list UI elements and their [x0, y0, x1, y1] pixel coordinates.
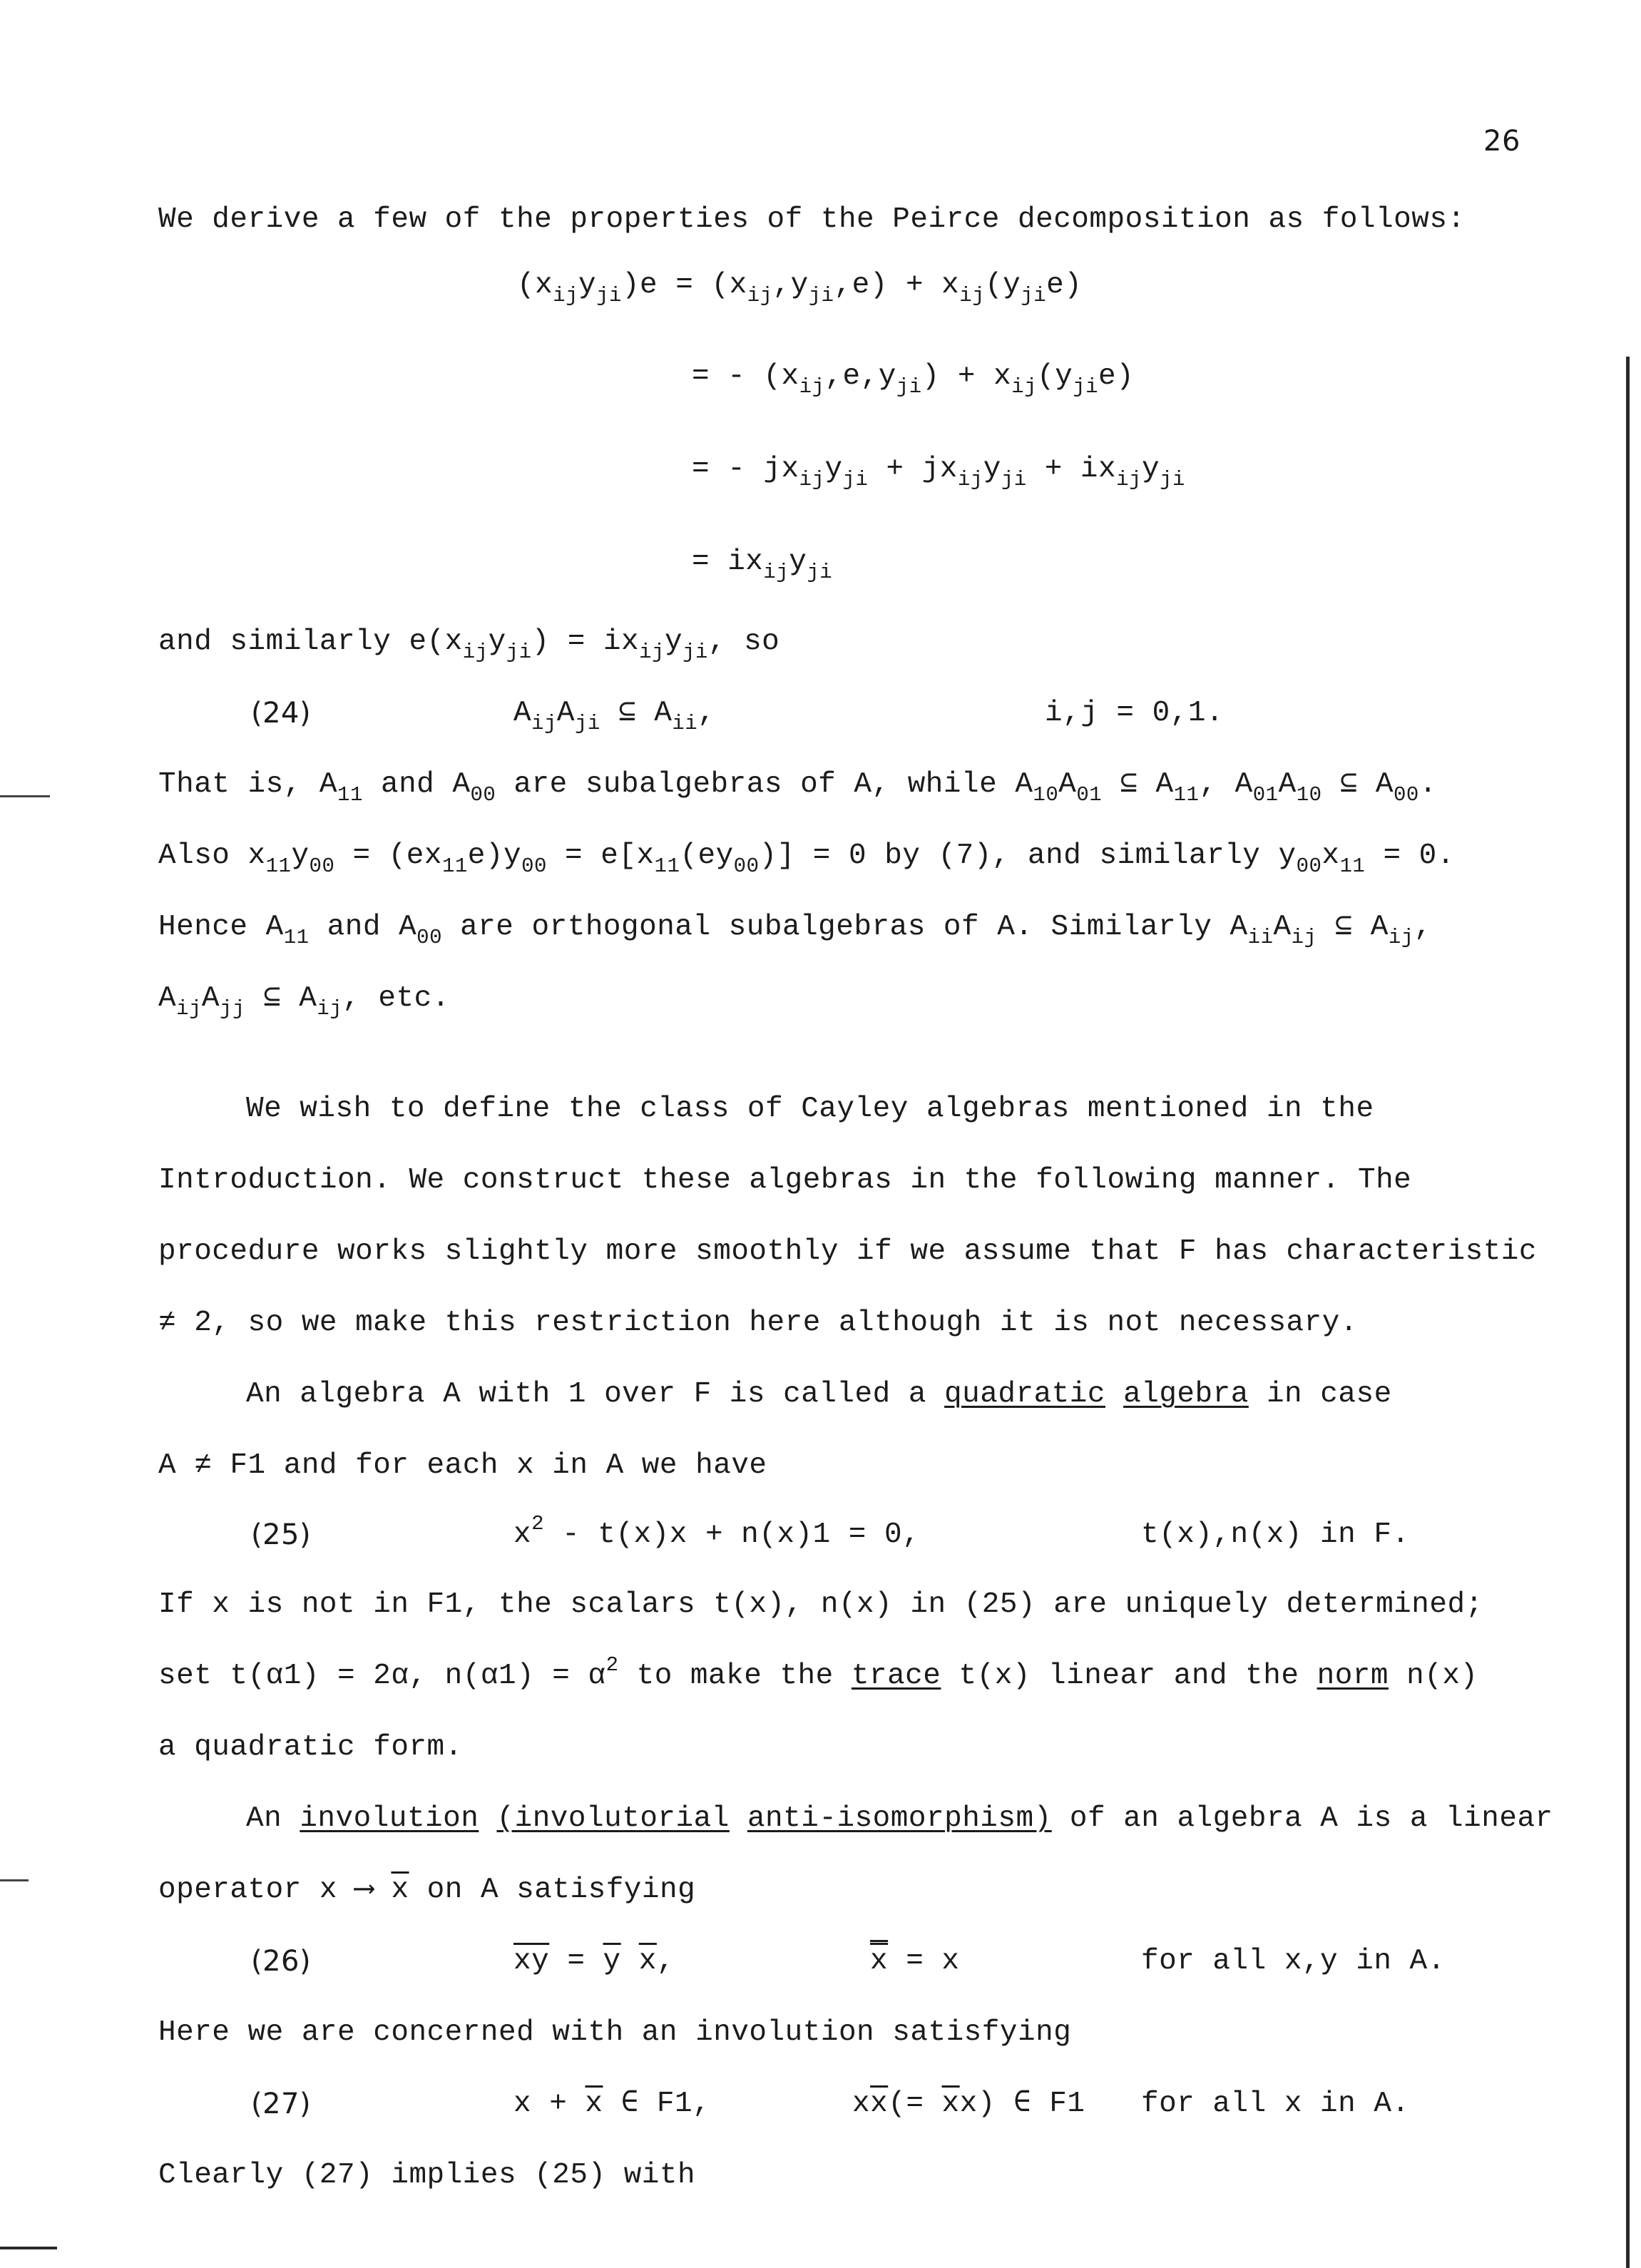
eq24-condition: i,j = 0,1.	[1045, 697, 1225, 730]
cayley-line-3: procedure works slightly more smoothly if we assume that F has characteristic	[158, 1235, 1538, 1268]
eq25-condition: t(x),n(x) in F.	[1141, 1518, 1410, 1551]
peirce-eq-line-1: $(x_{ij}y_{ji})e = (x_{ij},y_{ji},e) + x_{ij}(y_{ji}e)$	[517, 269, 1083, 307]
involution-text: An	[246, 1802, 282, 1835]
scan-edge-right	[1626, 357, 1630, 2268]
unique-line-3: a quadratic form.	[158, 1731, 463, 1764]
involution-line-2: operator x ⟶ $\overline{x}$ on A satisfying	[158, 1874, 696, 1906]
quad-def-line-2: A ≠ F1 and for each x in A we have	[158, 1449, 767, 1482]
margin-mark	[0, 795, 50, 797]
eq25-formula: $x^2 - t(x)x + n(x)1 = 0$,	[513, 1512, 921, 1551]
eq27-condition: for all x in A.	[1141, 2088, 1410, 2120]
here-line: Here we are concerned with an involution satisfying	[158, 2016, 1072, 2049]
eq26-label: (26)	[251, 1945, 312, 1978]
hence-line: Hence $A_{11}$ and $A_{00}$ are orthogonal subalgebras of A. Similarly $A_{ii}A_{ij}$ ⊆ $A_{ij}$,	[158, 911, 1432, 949]
eq25-label: (25)	[251, 1518, 312, 1551]
also-line: Also $x_{11}y_{00} = (ex_{11}e)y_{00} = e[x_{11}(ey_{00})] = 0$ by (7), and similarly $y_{00}x_{11} = 0$.	[158, 839, 1455, 878]
peirce-eq-line-4: = $ix_{ij}y_{ji}$	[692, 546, 833, 584]
eq27-formula-1: $x + \overline{x}$ ∈ F1,	[513, 2088, 711, 2120]
unique-line-2: set t(α1) = 2α, $n(\alpha 1) = \alpha^2$ to make the trace t(x) linear and the norm n(x)	[158, 1653, 1478, 1692]
peirce-eq-line-3: = - $jx_{ij}y_{ji} + jx_{ij}y_{ji} + ix_{ij}y_{ji}$	[692, 453, 1185, 491]
eq27-label: (27)	[251, 2088, 312, 2120]
term-involution: involution	[300, 1802, 479, 1835]
that-is-line: That is, $A_{11}$ and $A_{00}$ are subalgebras of A, while $A_{10}A_{01}$ ⊆ $A_{11}$, $A_{01}A_{10}$ ⊆ $A_{00}$.	[158, 768, 1437, 807]
involution-line-1	[246, 1804, 1553, 1834]
eq24-formula: $A_{ij}A_{ji}$ ⊆ $A_{ii}$,	[513, 697, 716, 735]
scan-edge-bottom	[0, 2247, 57, 2249]
page-number: 26	[1483, 125, 1520, 158]
eq26-formula-2: x = x	[870, 1945, 960, 1978]
involution-text-end: of an algebra A is a linear	[1069, 1802, 1553, 1835]
unique-line-1: If x is not in F1, the scalars t(x), n(x) in (25) are uniquely determined;	[158, 1588, 1483, 1621]
cayley-line-1: We wish to define the class of Cayley algebras mentioned in the	[246, 1093, 1374, 1125]
term-anti-isomorphism: anti-isomorphism)	[747, 1802, 1052, 1835]
quad-def-text-end: in case	[1266, 1378, 1392, 1411]
margin-mark	[0, 1879, 29, 1881]
term-quadratic: quadratic	[944, 1378, 1105, 1411]
clearly-line: Clearly (27) implies (25) with	[158, 2159, 696, 2192]
cayley-line-4: ≠ 2, so we make this restriction here although it is not necessary.	[158, 1307, 1358, 1339]
eq24-label: (24)	[251, 697, 312, 730]
eq27-formula-2: $x\overline{x}(= \overline{x}x)$ ∈ F1	[852, 2088, 1085, 2120]
intro-line: We derive a few of the properties of the Peirce decomposition as follows:	[158, 203, 1466, 236]
term-algebra: algebra	[1123, 1378, 1249, 1411]
term-involutorial: (involutorial	[496, 1802, 730, 1835]
etc-line: $A_{ij}A_{jj}$ ⊆ $A_{ij}$, etc.	[158, 982, 450, 1021]
cayley-line-2: Introduction. We construct these algebras in the following manner. The	[158, 1164, 1412, 1197]
term-trace: trace	[851, 1660, 941, 1692]
quad-def-text: An algebra A with 1 over F is called a	[246, 1378, 926, 1411]
quad-def-line-1	[246, 1380, 1392, 1409]
peirce-eq-line-2: = - $(x_{ij},e,y_{ji}) + x_{ij}(y_{ji}e)$	[692, 360, 1135, 399]
eq26-formula-1: $\overline{xy} = \overline{y}$ $\overline{x}$,	[513, 1945, 675, 1978]
term-norm: norm	[1317, 1660, 1389, 1692]
eq26-condition: for all x,y in A.	[1141, 1945, 1446, 1978]
similarly-line: and similarly $e(x_{ij}y_{ji}) = ix_{ij}y_{ji}$, so	[158, 625, 780, 664]
